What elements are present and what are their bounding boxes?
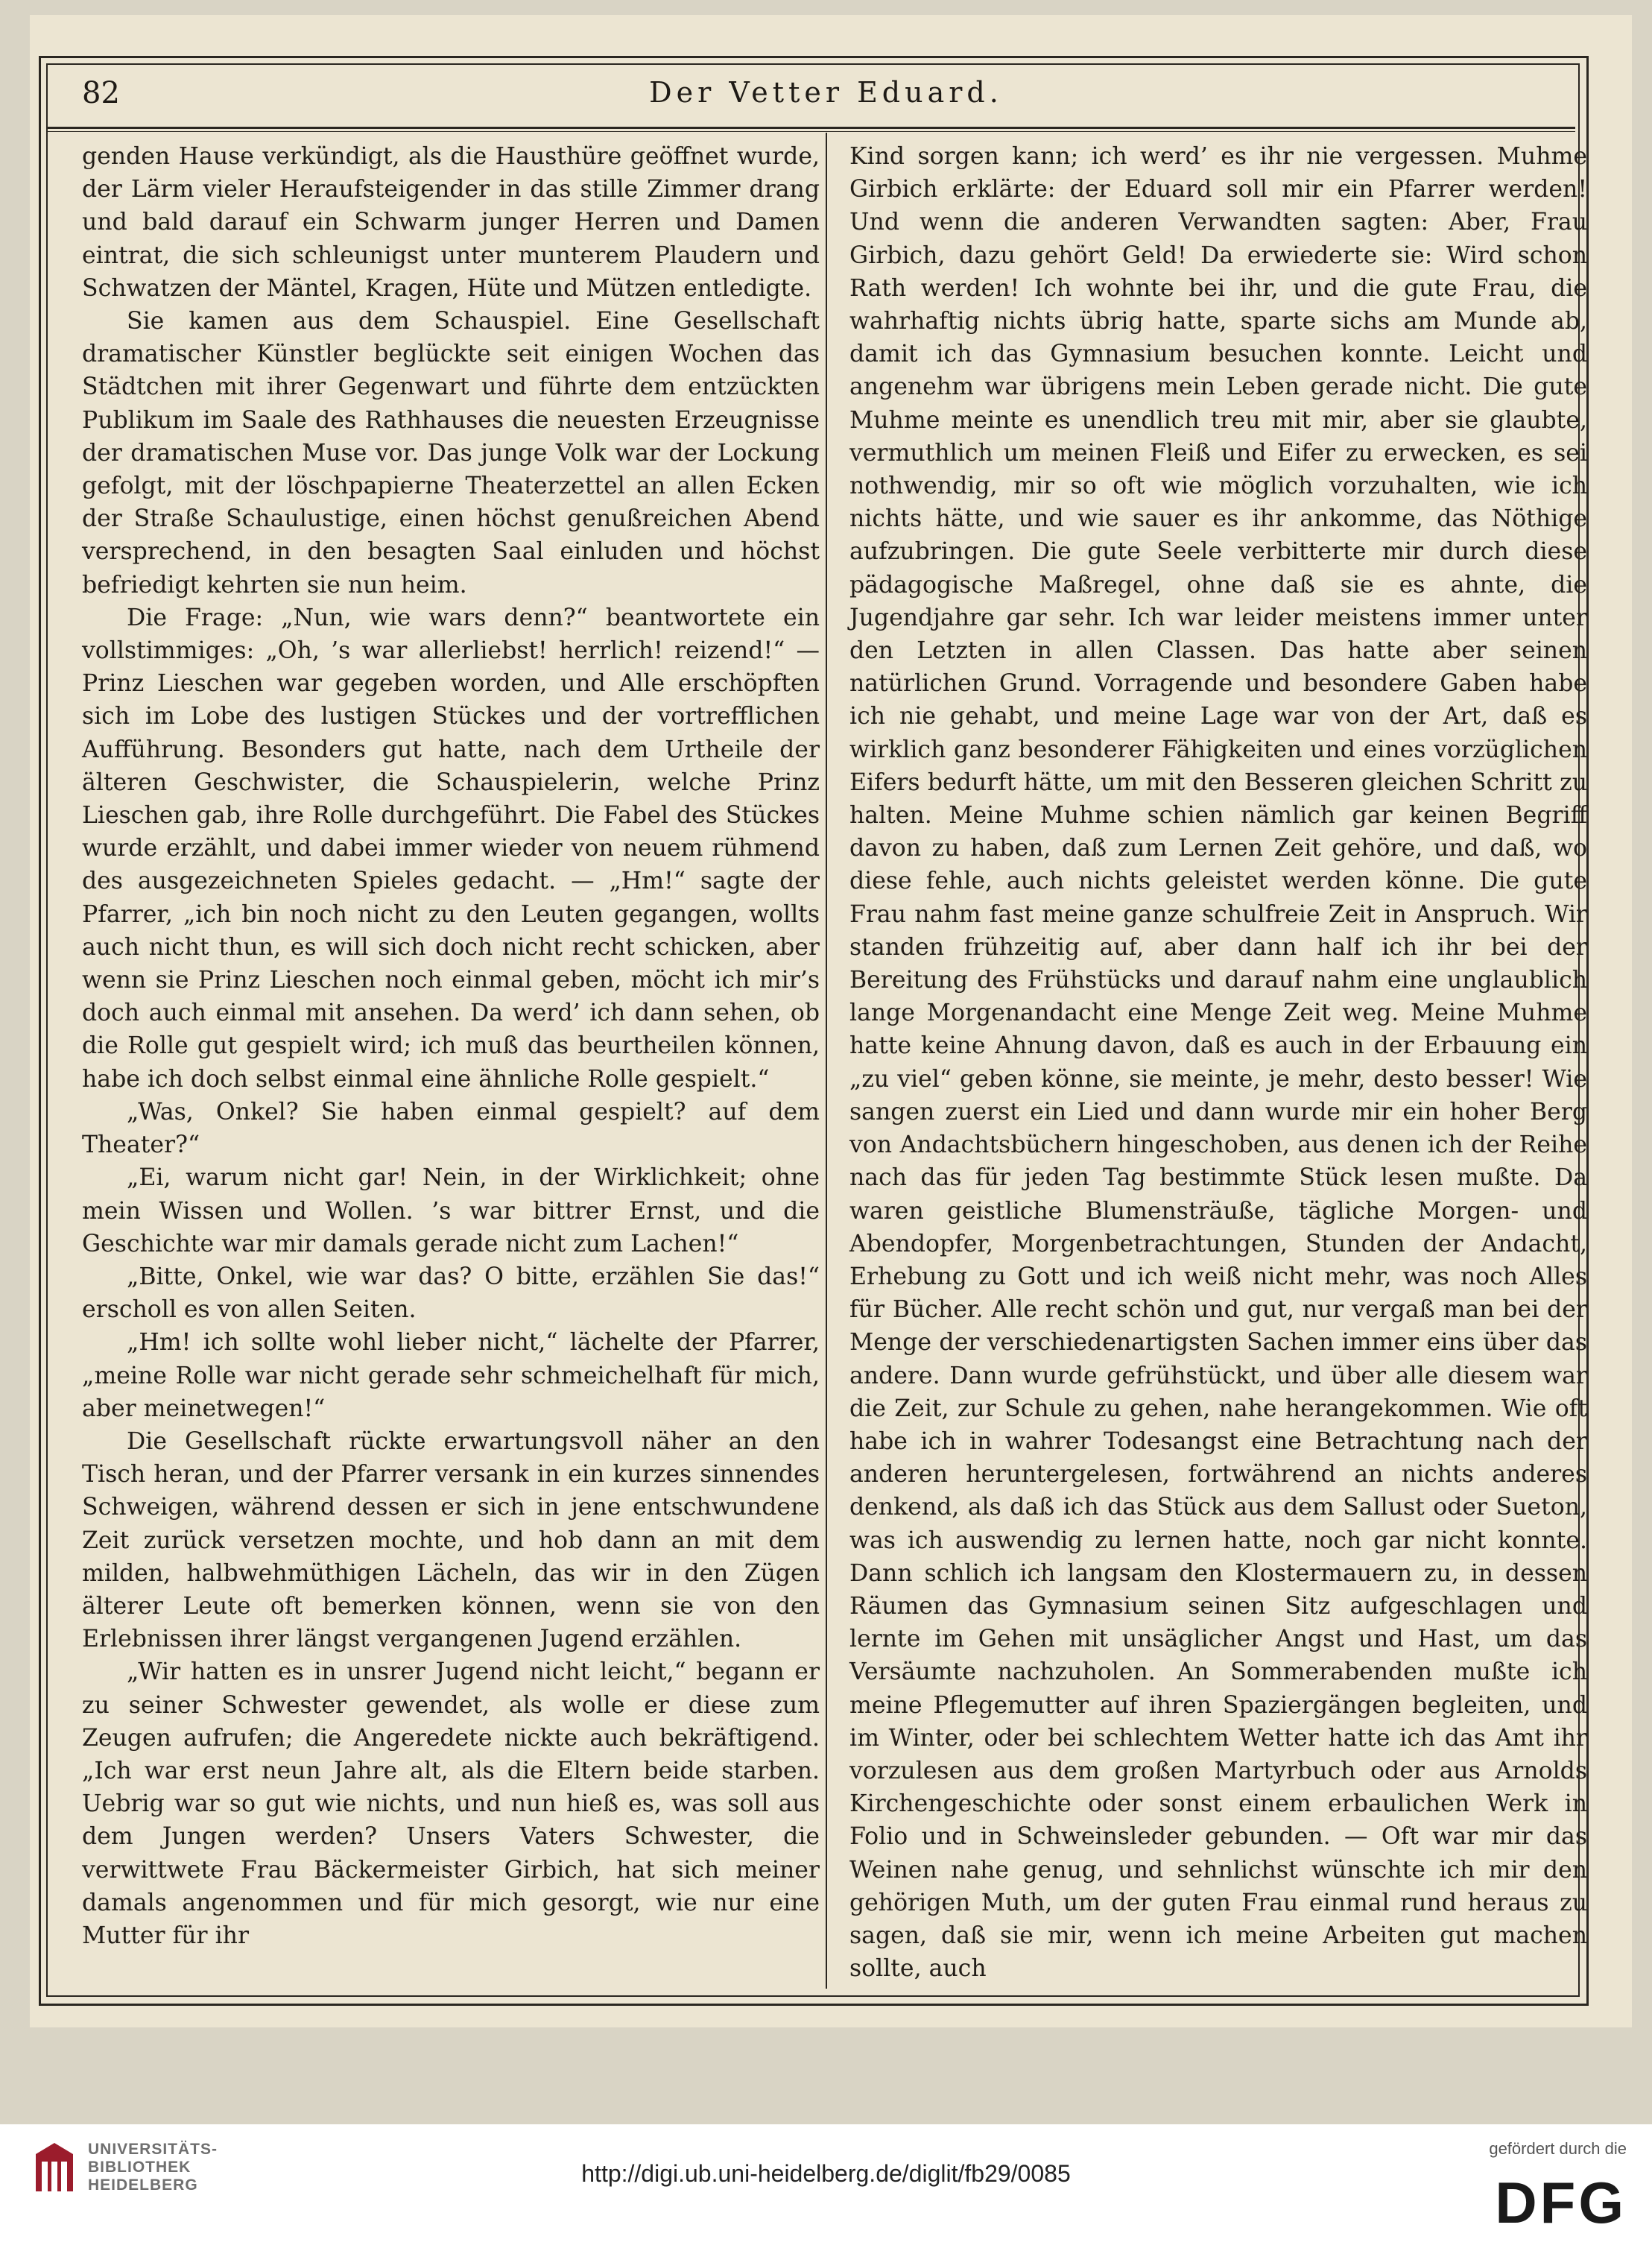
permalink-url[interactable]: http://digi.ub.uni-heidelberg.de/diglit/fb29/0085 [581,2160,1071,2187]
paragraph: Die Gesellschaft rückte erwartungsvoll näher an den Tisch heran, und der Pfarrer versank in ein kurzes sinnendes Schweigen, während dessen er sich in jene entschwundene Zeit zurück versetzen mochte, und hob dann an mit dem milden, halbwehmüthigen Lächeln, das wir in den Zügen älterer Leute oft bemerken können, wenn sie von den Erlebnissen ihrer längst vergangenen Jugend erzählen. [82,1427,820,1653]
paragraph: „Bitte, Onkel, wie war das? O bitte, erzählen Sie das!“ erscholl es von allen Seiten. [82,1263,820,1324]
paragraph: Kind sorgen kann; ich werd’ es ihr nie vergessen. Muhme Girbich erklärte: der Eduard soll mir ein Pfarrer werden! Und wenn die anderen Verwandten sagten: Aber, Frau Girbich, dazu gehört Geld! Da erwiederte sie: Wird schon Rath werden! Ich wohnte bei ihr, und die gute Frau, die wahrhaftig nichts übrig hatte, sparte sichs am Munde ab, damit ich das Gymnasium besuchen konnte. Leicht und angenehm war übrigens mein Leben gerade nicht. Die gute Muhme meinte es unendlich treu mit mir, aber sie glaubte, vermuthlich um meinen Fleiß und Eifer zu erwecken, es sei nothwendig, mir so oft wie möglich vorzuhalten, wie ich nichts hätte, und wie sauer es ihr ankomme, das Nöthige aufzubringen. Die gute Seele verbitterte mir durch diese pädagogische Maßregel, ohne daß sie es ahnte, die Jugendjahre gar sehr. Ich war leider meistens immer unter den Letzten in allen Classen. Das hatte aber seinen natürlichen Grund. Vorragende und besondere Gaben habe ich nie gehabt, und meine Lage war von der Art, daß es wirklich ganz besonderer Fähigkeiten und eines vorzüglichen Eifers bedurft hätte, um mit den Besseren gleichen Schritt zu halten. Meine Muhme schien nämlich gar keinen Begriff davon zu haben, daß zum Lernen Zeit gehöre, und daß, wo diese fehle, auch nichts geleistet werden könne. Die gute Frau nahm fast meine ganze schulfreie Zeit in Anspruch. Wir standen frühzeitig auf, aber dann half ich ihr bei der Bereitung des Frühstücks und darauf nahm eine unglaublich lange Morgenandacht eine Menge Zeit weg. Meine Muhme hatte keine Ahnung davon, daß es auch in der Erbauung ein „zu viel“ geben könne, sie meinte, je mehr, desto besser! Wie sangen zuerst ein Lied und dann wurde mir ein hoher Berg von Andachtsbüchern hingeschoben, aus denen ich der Reihe nach das für jeden Tag bestimmte Stück lesen mußte. Da waren geistliche Blumensträuße, tägliche Morgen- und Abendopfer, Morgenbetrachtungen, Stunden der Andacht, Erhebung zu Gott und ich weiß nicht mehr, was noch Alles für Bücher. Alle recht schön und gut, nur vergaß man bei der Menge der verschiedenartigsten Sachen immer eins über das andere. Dann wurde gefrühstückt, und über alle diesem war die Zeit, zur Schule zu gehen, nahe herangekommen. Wie oft habe ich in wahrer Todesangst eine Betrachtung nach der anderen heruntergelesen, fortwährend an nichts anderes denkend, als daß ich das Stück aus dem Sallust oder Sueton, was ich auswendig zu lernen hatte, noch gar nicht konnte. Dann schlich ich langsam den Klostermauern zu, in dessen Räumen das Gymnasium seinen Sitz aufgeschlagen und lernte im Gehen mit unsäglicher Angst und Hast, um das Versäumte nachzuholen. An Sommerabenden mußte ich meine Pflegemutter auf ihren Spaziergängen begleiten, und im Winter, oder bei schlechtem Wetter hatte ich das Amt ihr vorzulesen aus dem großen Martyrbuch oder aus Arnolds Kirchengeschichte oder sonst einem erbaulichen Werk in Folio und in Schweinsleder gebunden. — Oft war mir das Weinen nahe genug, und sehnlichst wünschte ich mir den gehörigen Muth, um der guten Frau einmal rund heraus zu sagen, daß sie mir, wenn ich meine Arbeiten gut machen sollte, auch [849,143,1587,1983]
running-title: Der Vetter Eduard. [649,76,1003,109]
paragraph: Die Frage: „Nun, wie wars denn?“ beantwortete ein vollstimmiges: „Oh, ’s war allerliebst! herrlich! reizend!“ — Prinz Lieschen war gegeben worden, und Alle erschöpften sich im Lobe des lustigen Stückes und der vortrefflichen Aufführung. Besonders gut hatte, nach dem Urtheile der älteren Geschwister, die Schauspielerin, welche Prinz Lieschen gab, ihre Rolle durchgeführt. Die Fabel des Stückes wurde erzählt, und dabei immer wieder von neuem rühmend des ausgezeichneten Spieles gedacht. — „Hm!“ sagte der Pfarrer, „ich bin noch nicht zu den Leuten gegangen, wollts auch nicht thun, es will sich doch nicht recht schicken, aber wenn sie Prinz Lieschen noch einmal geben, möcht ich mir’s doch auch einmal mit ansehen. Da werd’ ich dann sehen, ob die Rolle gut gespielt wird; ich muß das beurtheilen können, habe ich doch selbst einmal eine ähnliche Rolle gespielt.“ [82,604,820,1093]
paragraph: genden Hause verkündigt, als die Hausthüre geöffnet wurde, der Lärm vieler Heraufsteigender in das stille Zimmer drang und bald darauf ein Schwarm junger Herren und Damen eintrat, die sich schleunigst unter munterem Plaudern und Schwatzen der Mäntel, Kragen, Hüte und Mützen entledigte. [82,143,820,302]
funding-label: gefördert durch die [1489,2139,1627,2158]
paragraph: „Ei, warum nicht gar! Nein, in der Wirklichkeit; ohne mein Wissen und Wollen. ’s war bittrer Ernst, und die Geschichte war mir damals gerade nicht zum Lachen!“ [82,1164,820,1257]
footer-bar [0,2124,1652,2254]
column-divider [826,133,827,1989]
paragraph: „Hm! ich sollte wohl lieber nicht,“ lächelte der Pfarrer, „meine Rolle war nicht gerade sehr schmeichelhaft für mich, aber meinetwegen!“ [82,1329,820,1422]
left-column [82,140,820,1952]
header-rule-thin [48,131,1575,132]
library-name-line: BIBLIOTHEK [88,2159,192,2176]
paragraph: „Wir hatten es in unsrer Jugend nicht leicht,“ begann er zu seiner Schwester gewendet, als wolle er diese zum Zeugen aufrufen; die Angeredete nickte auch bekräftigend. „Ich war erst neun Jahre alt, als die Eltern beide starben. Uebrig war so gut wie nichts, und nun hieß es, was soll aus dem Jungen werden? Unsers Vaters Schwester, die verwittwete Frau Bäckermeister Girbich, hat sich meiner damals angenommen und für mich gesorgt, wie nur eine Mutter für ihr [82,1658,820,1949]
library-name-line: UNIVERSITÄTS- [88,2141,218,2158]
right-column [849,140,1587,1985]
header-rule [48,127,1575,129]
library-name-line: HEIDELBERG [88,2176,198,2194]
page-number: 82 [82,76,120,110]
paragraph: Sie kamen aus dem Schauspiel. Eine Gesellschaft dramatischer Künstler beglückte seit einigen Wochen das Städtchen mit ihrer Gegenwart und führte dem entzückten Publikum im Saale des Rathhauses die neuesten Erzeugnisse der dramatischen Muse vor. Das junge Volk war der Lockung gefolgt, mit der löschpapierne Theaterzettel an allen Ecken der Straße Schaulustige, einen höchst genußreichen Abend versprechend, in den besagten Saal einluden und höchst befriedigt kehrten sie nun heim. [82,308,820,599]
dfg-logo[interactable]: DFG [1495,2170,1627,2235]
paragraph: „Was, Onkel? Sie haben einmal gespielt? auf dem Theater?“ [82,1098,820,1159]
